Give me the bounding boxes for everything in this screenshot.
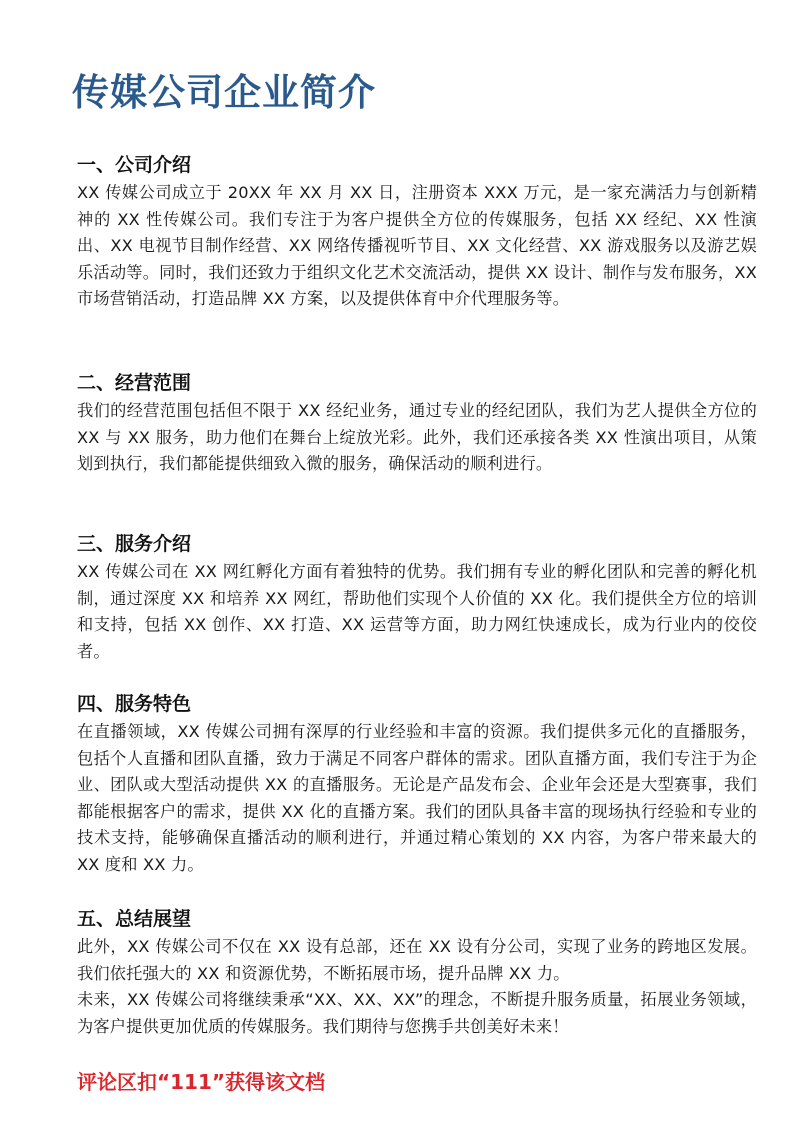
section-heading: 三、服务介绍 [77, 533, 192, 555]
section-business-scope [77, 370, 757, 478]
section-summary-outlook [77, 906, 757, 1040]
footer-note: 评论区扣“111”获得该文档 [77, 1070, 326, 1094]
section-company-intro [77, 152, 757, 313]
section-paragraph: XX 传媒公司成立于 20XX 年 XX 月 XX 日，注册资本 XXX 万元，是一家充满活力与创新精神的 XX 性传媒公司。我们专注于为客户提供全方位的传媒服务，包括 XX 经纪、XX 性演出、XX 电视节目制作经营、XX 网络传播视听节目、XX 文化经营、XX 游戏服务以及游艺娱乐活动等。同时，我们还致力于组织文化艺术交流活动，提供 XX 设计、制作与发布服务，XX 市场营销活动，打造品牌 XX 方案，以及提供体育中介代理服务等。 [77, 183, 757, 308]
section-paragraph: 在直播领域，XX 传媒公司拥有深厚的行业经验和丰富的资源。我们提供多元化的直播服务，包括个人直播和团队直播，致力于满足不同客户群体的需求。团队直播方面，我们专注于为企业、团队或大型活动提供 XX 的直播服务。无论是产品发布会、企业年会还是大型赛事，我们都能根据客户的需求，提供 XX 化的直播方案。我们的团队具备丰富的现场执行经验和专业的技术支持，能够确保直播活动的顺利进行，并通过精心策划的 XX 内容，为客户带来最大的 XX 度和 XX 力。 [77, 722, 757, 874]
section-paragraph: XX 传媒公司在 XX 网红孵化方面有着独特的优势。我们拥有专业的孵化团队和完善的孵化机制，通过深度 XX 和培养 XX 网红，帮助他们实现个人价值的 XX 化。我们提供全方位的培训和支持，包括 XX 创作、XX 打造、XX 运营等方面，助力网红快速成长，成为行业内的佼佼者。 [77, 562, 757, 661]
section-heading: 二、经营范围 [77, 372, 192, 394]
section-paragraph: 此外，XX 传媒公司不仅在 XX 设有总部，还在 XX 设有分公司，实现了业务的跨地区发展。我们依托强大的 XX 和资源优势，不断拓展市场，提升品牌 XX 力。 [77, 937, 757, 983]
section-service-features [77, 691, 757, 878]
section-paragraph: 未来，XX 传媒公司将继续秉承“XX、XX、XX”的理念，不断提升服务质量，拓展业务领域，为客户提供更加优质的传媒服务。我们期待与您携手共创美好未来！ [77, 990, 757, 1036]
section-heading: 四、服务特色 [77, 693, 192, 715]
section-paragraph: 我们的经营范围包括但不限于 XX 经纪业务，通过专业的经纪团队，我们为艺人提供全方位的 XX 与 XX 服务，助力他们在舞台上绽放光彩。此外，我们还承接各类 XX 性演出项目，从策划到执行，我们都能提供细致入微的服务，确保活动的顺利进行。 [77, 401, 757, 473]
section-heading: 五、总结展望 [77, 908, 192, 930]
page-title: 传媒公司企业简介 [72, 71, 376, 114]
section-heading: 一、公司介绍 [77, 154, 192, 176]
section-services-intro [77, 531, 757, 665]
